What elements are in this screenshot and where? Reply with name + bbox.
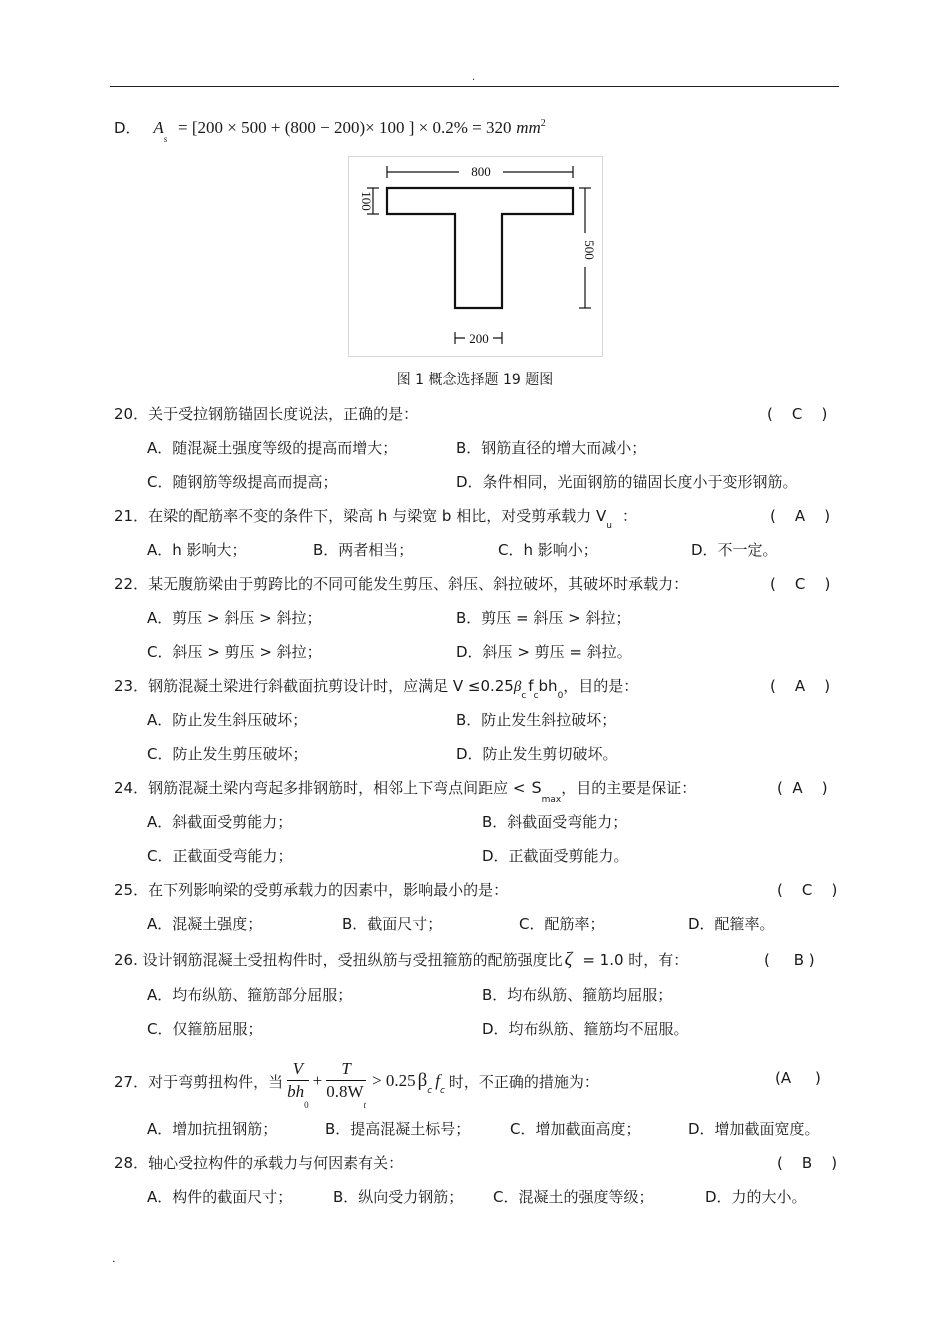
q24-s: S: [531, 778, 542, 797]
q28-stem: 28．轴心受拉构件的承载力与何因素有关：: [114, 1154, 404, 1172]
q27-beta-sub: c: [427, 1086, 433, 1096]
q27-option-d: D．增加截面宽度。: [688, 1120, 820, 1138]
q23-beta-sub: c: [521, 691, 527, 701]
dim-label-right: 500: [582, 240, 597, 260]
q21-stem-text: 21．在梁的配筋率不变的条件下，梁高 h 与梁宽 b 相比，对受剪承载力 V: [114, 507, 607, 525]
q26-stem-text: 26. 设计钢筋混凝土受扭构件时，受扭纵筋与受扭箍筋的配筋强度比: [114, 951, 563, 969]
q24-stem-text: 24．钢筋混凝土梁内弯起多排钢筋时，相邻上下弯点间距应 <: [114, 779, 526, 797]
q27-fraction-v: [287, 1058, 309, 1110]
q23-option-c: C．防止发生剪压破坏；: [147, 745, 308, 763]
q27-fraction-t: [326, 1058, 366, 1110]
t-section-drawing: [349, 157, 602, 356]
q27-t: T: [326, 1058, 366, 1081]
q24-answer: ( A ): [777, 779, 828, 797]
q24-s-sub: max: [541, 795, 562, 805]
q22-stem: 22．某无腹筋梁由于剪跨比的不同可能发生剪压、斜压、斜拉破坏，其破坏时承载力：: [114, 575, 689, 593]
q25-option-b: B．截面尺寸；: [342, 915, 443, 933]
q27-bh: bh: [287, 1081, 305, 1101]
q26-answer: ( B ): [764, 951, 815, 969]
t-section-figure: [348, 156, 603, 357]
q27-bh0: [287, 1081, 309, 1110]
q26-stem: [114, 950, 688, 970]
q25-stem: 25．在下列影响梁的受剪承载力的因素中，影响最小的是：: [114, 881, 509, 899]
q21-option-b: B．两者相当；: [313, 541, 414, 559]
option-d-unit-sup: 2: [540, 118, 546, 129]
q27-w: 0.8W: [326, 1081, 364, 1101]
q24-stem: [114, 778, 697, 805]
q22-answer: ( C ): [770, 575, 831, 593]
q21-option-a: A．h 影响大；: [147, 541, 247, 559]
q28-answer: ( B ): [777, 1154, 838, 1172]
q22-option-b: B．剪压 = 斜压 > 斜拉；: [456, 609, 631, 627]
q27-fc-sub: c: [439, 1086, 445, 1096]
as-symbol: $A_s$: [153, 118, 168, 144]
dim-label-bottom: 200: [469, 331, 489, 346]
q23-stem-text: 23．钢筋混凝土梁进行斜截面抗剪设计时，应满足 V ≤0.25: [114, 677, 514, 695]
q27-w-sub: t: [363, 1099, 366, 1110]
header-rule: [110, 86, 839, 87]
q27-v: V: [287, 1058, 309, 1081]
q27-fc: f: [435, 1071, 440, 1090]
dim-label-top: 800: [471, 164, 491, 179]
q21-option-c: C．h 影响小；: [498, 541, 598, 559]
q27-beta: β: [417, 1070, 428, 1091]
q28-option-d: D．力的大小。: [705, 1188, 807, 1206]
q21-option-d: D．不一定。: [691, 541, 778, 559]
q22-option-d: D．斜压 > 剪压 = 斜拉。: [456, 643, 632, 661]
q23-stem: [114, 676, 638, 699]
q23-option-b: B．防止发生斜拉破坏；: [456, 711, 617, 729]
q23-bh: bh: [538, 677, 558, 695]
q20-stem: 20．关于受拉钢筋锚固长度说法，正确的是：: [114, 405, 419, 423]
q23-stem-tail: ，目的是：: [563, 677, 639, 695]
q25-option-a: A．混凝土强度；: [147, 915, 263, 933]
q20-option-b: B．钢筋直径的增大而减小；: [456, 439, 647, 457]
footer-mark: .: [112, 1252, 116, 1265]
q26-option-a: A．均布纵筋、箍筋部分屈服；: [147, 986, 353, 1004]
q23-fc-sub: c: [533, 691, 539, 701]
q26-stem-tail: = 1.0 时，有：: [582, 951, 689, 969]
t-section-outline: [387, 188, 573, 308]
q26-zeta: ζ: [564, 949, 573, 970]
q27-stem: [114, 1052, 599, 1110]
q27-stem-tail: 时，不正确的措施为：: [448, 1072, 599, 1091]
q21-answer: ( A ): [770, 507, 831, 525]
q23-answer: ( A ): [770, 677, 831, 695]
q28-option-a: A．构件的截面尺寸；: [147, 1188, 293, 1206]
q27-option-b: B．提高混凝土标号；: [325, 1120, 471, 1138]
q28-option-b: B．纵向受力钢筋；: [333, 1188, 464, 1206]
q20-option-a: A．随混凝土强度等级的提高而增大；: [147, 439, 398, 457]
q27-08wt: [326, 1081, 366, 1110]
q26-option-c: C．仅箍筋屈服；: [147, 1020, 263, 1038]
q28-option-c: C．混凝土的强度等级；: [493, 1188, 654, 1206]
q20-option-d: D．条件相同，光面钢筋的锚固长度小于变形钢筋。: [456, 473, 798, 491]
q25-option-c: C．配筋率；: [519, 915, 605, 933]
option-d-formula: [114, 118, 546, 144]
q27-plus: +: [312, 1071, 323, 1090]
q24-stem-tail: ，目的主要是保证：: [561, 779, 697, 797]
option-d-label: D．: [114, 119, 141, 137]
q24-option-d: D．正截面受剪能力。: [482, 847, 629, 865]
q27-answer: (A ): [775, 1069, 821, 1087]
q22-option-a: A．剪压 > 斜压 > 斜拉；: [147, 609, 322, 627]
q24-option-c: C．正截面受弯能力；: [147, 847, 293, 865]
option-d-expression: = [200 × 500 + (800 − 200)× 100 ] × 0.2% = 320: [178, 118, 512, 137]
q23-beta: β: [513, 679, 522, 695]
q26-option-d: D．均布纵筋、箍筋均不屈服。: [482, 1020, 689, 1038]
dim-label-left: 100: [359, 191, 374, 211]
q27-stem-text: 27．对于弯剪扭构件，当: [114, 1072, 284, 1091]
q26-option-b: B．均布纵筋、箍筋均屈服；: [482, 986, 673, 1004]
q20-answer: ( C ): [767, 405, 828, 423]
header-mark: .: [472, 72, 476, 83]
q23-option-d: D．防止发生剪切破坏。: [456, 745, 618, 763]
q25-option-d: D．配箍率。: [688, 915, 775, 933]
q25-answer: ( C ): [777, 881, 838, 899]
q21-stem: [114, 506, 637, 529]
q22-option-c: C．斜压 > 剪压 > 斜拉；: [147, 643, 322, 661]
q23-option-a: A．防止发生斜压破坏；: [147, 711, 308, 729]
q27-gt: > 0.25: [372, 1071, 416, 1090]
q24-option-b: B．斜截面受弯能力；: [482, 813, 628, 831]
figure-caption: 图 1 概念选择题 19 题图: [396, 372, 554, 388]
q27-option-a: A．增加抗扭钢筋；: [147, 1120, 278, 1138]
q27-option-c: C．增加截面高度；: [510, 1120, 641, 1138]
q21-stem-colon: ：: [621, 507, 637, 525]
q21-stem-subscript: u: [606, 521, 612, 531]
option-d-unit: mm: [516, 118, 541, 137]
q23-bh-sub: 0: [557, 691, 564, 701]
q23-fc: f: [528, 677, 534, 695]
q24-option-a: A．斜截面受剪能力；: [147, 813, 293, 831]
q20-option-c: C．随钢筋等级提高而提高；: [147, 473, 338, 491]
q27-bh-sub: 0: [304, 1099, 309, 1110]
